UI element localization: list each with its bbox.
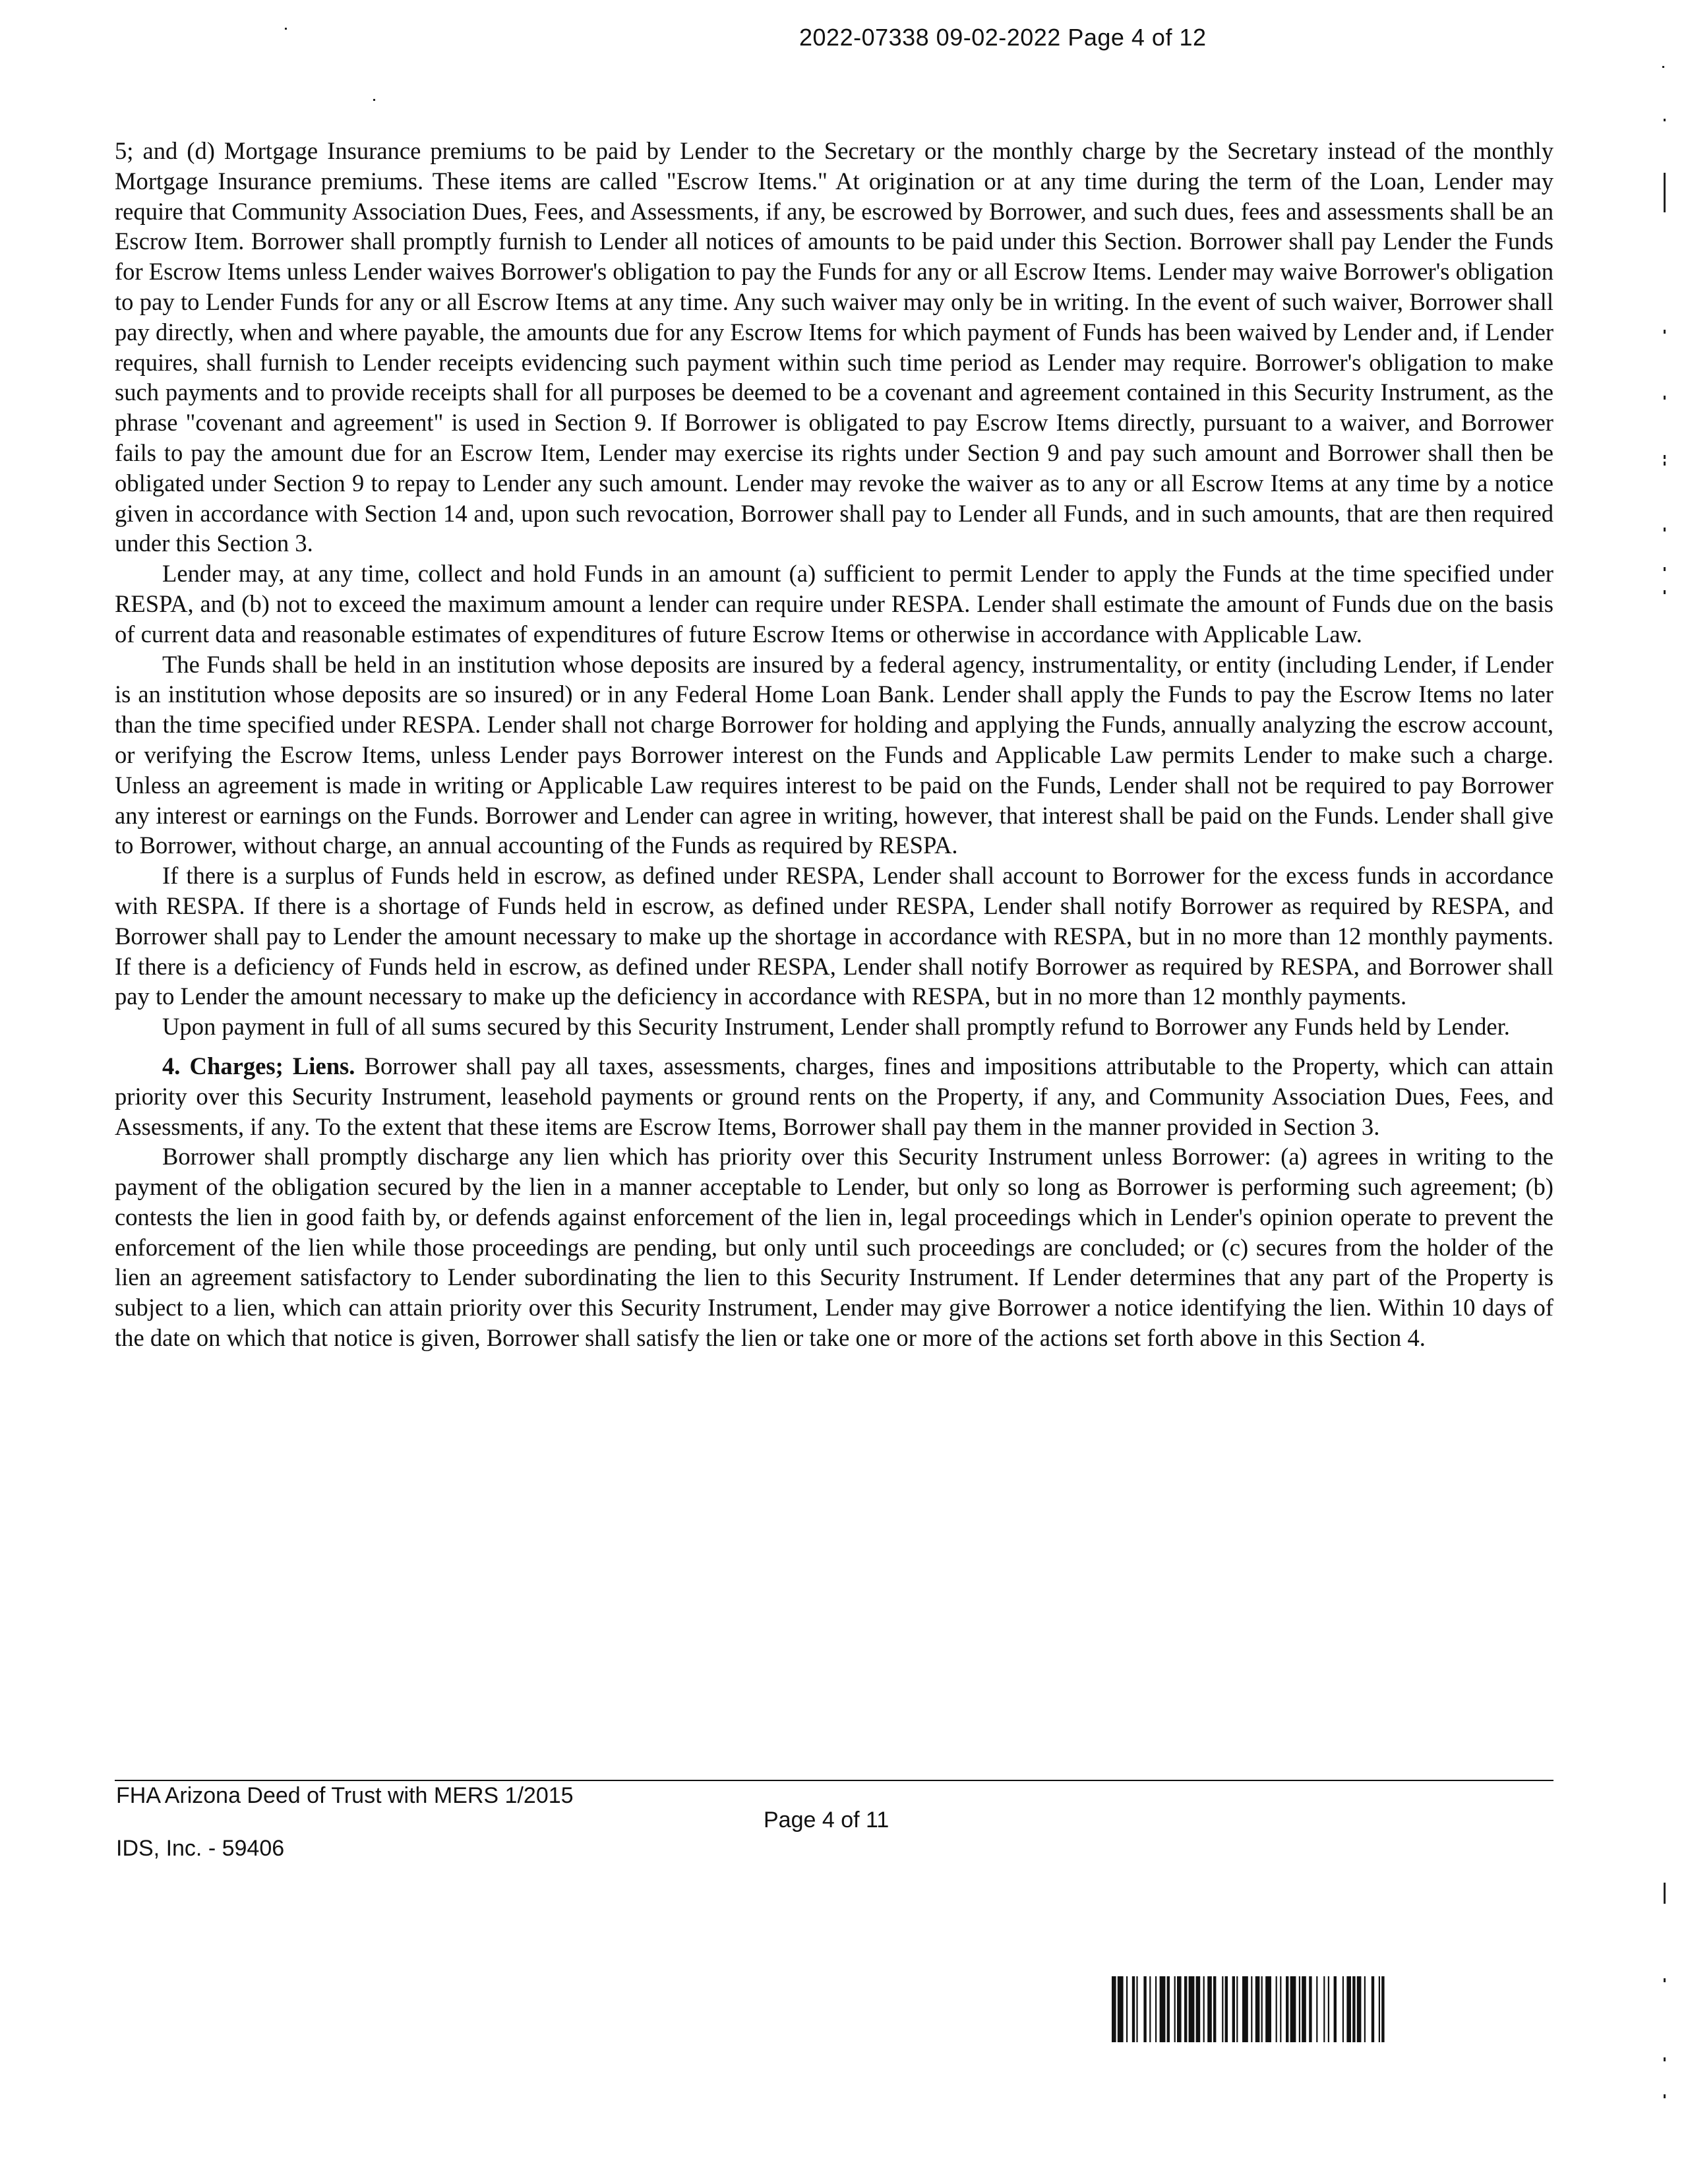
section-4-heading: 4. Charges; Liens. [162, 1052, 355, 1079]
page-number: Page 4 of 11 [764, 1807, 889, 1833]
form-title: FHA Arizona Deed of Trust with MERS 1/2015 [116, 1783, 574, 1808]
paragraph-surplus-shortage: If there is a surplus of Funds held in escrow, as defined under RESPA, Lender shall account to Borrower for the excess funds in accordance with RESPA. If there is a shortage of Funds held in escrow, as defined under RESPA, Lender shall notify Borrower as required by RESPA, and Borrower shall pay to Lender the amount necessary to make up the shortage in accordance with RESPA, but in no more than 12 monthly payments. If there is a deficiency of Funds held in escrow, as defined under RESPA, Lender shall notify Borrower as required by RESPA, and Borrower shall pay to Lender the amount necessary to make up the deficiency in accordance with RESPA, but in no more than 12 monthly payments. [115, 862, 1553, 1010]
vendor-id: IDS, Inc. - 59406 [116, 1836, 285, 1861]
recording-stamp: 2022-07338 09-02-2022 Page 4 of 12 [799, 24, 1207, 51]
paragraph-escrow-items: 5; and (d) Mortgage Insurance premiums to be paid by Lender to the Secretary or the monthly charge by the Secretary instead of the monthly Mortgage Insurance premiums. These items are called "Escrow Items." At origination or at any time during the term of the Loan, Lender may require that Community Association Dues, Fees, and Assessments, if any, be escrowed by Borrower, and such dues, fees and assessments shall be an Escrow Item. Borrower shall promptly furnish to Lender all notices of amounts to be paid under this Section. Borrower shall pay Lender the Funds for Escrow Items unless Lender waives Borrower's obligation to pay the Funds for any or all Escrow Items. Lender may waive Borrower's obligation to pay to Lender Funds for any or all Escrow Items at any time. Any such waiver may only be in writing. In the event of such waiver, Borrower shall pay directly, when and where payable, the amounts due for any Escrow Items for which payment of Funds has been waived by Lender and, if Lender requires, shall furnish to Lender receipts evidencing such payment within such time period as Lender may require. Borrower's obligation to make such payments and to provide receipts shall for all purposes be deemed to be a covenant and agreement contained in this Security Instrument, as the phrase "covenant and agreement" is used in Section 9. If Borrower is obligated to pay Escrow Items directly, pursuant to a waiver, and Borrower fails to pay the amount due for an Escrow Item, Lender may exercise its rights under Section 9 and pay such amount and Borrower shall then be obligated under Section 9 to repay to Lender any such amount. Lender may revoke the waiver as to any or all Escrow Items at any time by a notice given in accordance with Section 14 and, upon such revocation, Borrower shall pay to Lender all Funds, and in such amounts, that are then required under this Section 3. [115, 137, 1553, 557]
paragraph-refund: Upon payment in full of all sums secured by this Security Instrument, Lender shall promptly refund to Borrower any Funds held by Lender. [162, 1013, 1510, 1041]
paragraph-collect-funds: Lender may, at any time, collect and hold Funds in an amount (a) sufficient to permit Lender to apply the Funds at the time specified under RESPA, and (b) not to exceed the maximum amount a lender can require under RESPA. Lender shall estimate the amount of Funds due on the basis of current data and reasonable estimates of expenditures of future Escrow Items or otherwise in accordance with Applicable Law. [115, 560, 1553, 648]
paragraph-discharge-lien: Borrower shall promptly discharge any lien which has priority over this Security Instrument unless Borrower: (a) agrees in writing to the payment of the obligation secured by the lien in a manner acceptable to Lender, but only so long as Borrower is performing such agreement; (b) contests the lien in good faith by, or defends against enforcement of the lien in, legal proceedings which in Lender's opinion operate to prevent the enforcement of the lien while those proceedings are pending, but only until such proceedings are concluded; or (c) secures from the holder of the lien an agreement satisfactory to Lender subordinating the lien to this Security Instrument. If Lender determines that any part of the Property is subject to a lien, which can attain priority over this Security Instrument, Lender may give Borrower a notice identifying the lien. Within 10 days of the date on which that notice is given, Borrower shall satisfy the lien or take one or more of the actions set forth above in this Section 4. [115, 1143, 1553, 1352]
paragraph-funds-held: The Funds shall be held in an institution whose deposits are insured by a federal agency, instrumentality, or entity (including Lender, if Lender is an institution whose deposits are so insured) or in any Federal Home Loan Bank. Lender shall apply the Funds to pay the Escrow Items no later than the time specified under RESPA. Lender shall not charge Borrower for holding and applying the Funds, annually analyzing the escrow account, or verifying the Escrow Items, unless Lender pays Borrower interest on the Funds and Applicable Law permits Lender to make such a charge. Unless an agreement is made in writing or Applicable Law requires interest to be paid on the Funds, Lender shall not be required to pay Borrower any interest or earnings on the Funds. Borrower and Lender can agree in writing, however, that interest shall be paid on the Funds. Lender shall give to Borrower, without charge, an annual accounting of the Funds as required by RESPA. [115, 650, 1553, 859]
section-4-text: Borrower shall pay all taxes, assessments, charges, fines and impositions attributable to the Property, which can attain priority over this Security Instrument, leasehold payments or ground rents on the Property, if any, and Community Association Dues, Fees, and Assessments, if any. To the extent that these items are Escrow Items, Borrower shall pay them in the manner provided in Section 3. [115, 1052, 1553, 1140]
